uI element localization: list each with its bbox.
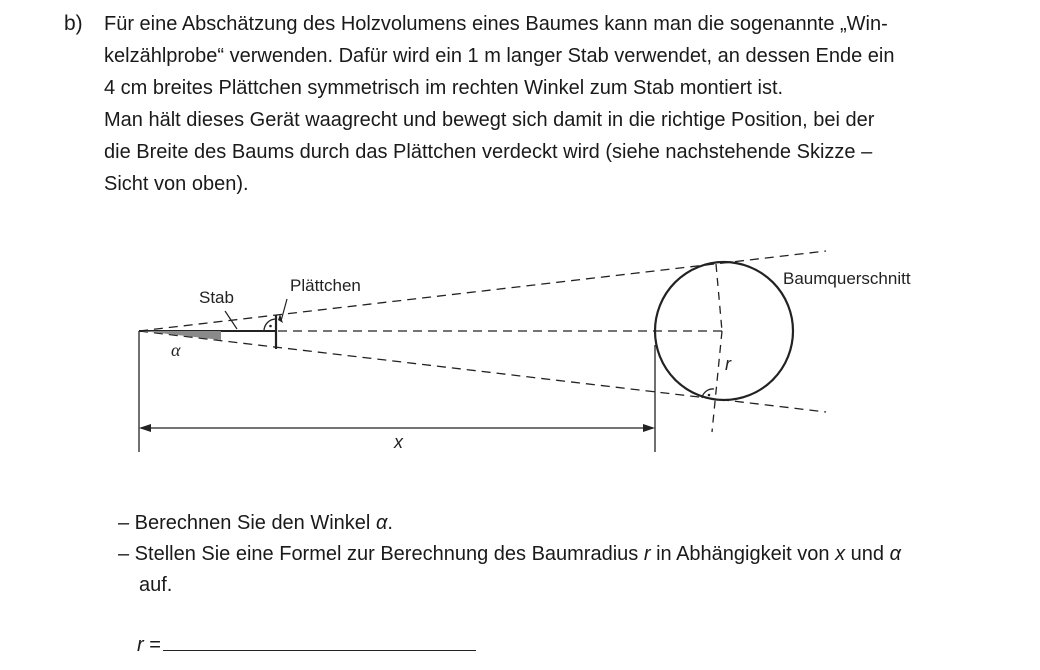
task-2-text: – Stellen Sie eine Formel zur Berechnung des Baumradius (118, 543, 644, 565)
task-list (118, 508, 901, 601)
answer-line (137, 634, 476, 657)
x-symbol: x (835, 543, 846, 565)
plaettchen-leader (281, 299, 287, 321)
task-2 (118, 539, 901, 570)
intro-line: 4 cm breites Plättchen symmetrisch im rechten Winkel zum Stab montiert ist. (104, 77, 784, 99)
answer-variable: r (137, 634, 144, 656)
alpha-wedge (142, 331, 221, 340)
setup-line: Man hält dieses Gerät waagrecht und bewegt sich damit in die richtige Position, bei der (104, 109, 875, 131)
r-symbol: r (643, 543, 651, 565)
x-label: x (394, 432, 403, 452)
setup-line: die Breite des Baums durch das Plättchen verdeckt wird (siehe nachstehende Skizze – (104, 141, 873, 163)
intro-line: kelzählprobe“ verwenden. Dafür wird ein 1 m langer Stab verwendet, an dessen Ende ein (104, 45, 895, 67)
intro-line: Für eine Abschätzung des Holzvolumens eines Baumes kann man die sogenannte „Win- (104, 13, 888, 35)
plaettchen-label: Plättchen (290, 276, 361, 295)
answer-blank[interactable] (163, 636, 476, 651)
upper-radius (716, 264, 722, 331)
stab-label: Stab (199, 288, 234, 307)
alpha-symbol: α (375, 512, 388, 534)
task-1 (118, 508, 901, 539)
alpha-label: α (171, 340, 181, 360)
task-1-end: . (387, 512, 393, 534)
x-arrow-left (139, 424, 151, 432)
task-2-continuation: auf. (139, 574, 173, 596)
setup-line: Sicht von oben). (104, 173, 249, 195)
answer-equals: = (143, 634, 161, 656)
radius-label: r (725, 354, 731, 374)
task-2-text-c: und (845, 543, 890, 565)
baumquerschnitt-label: Baumquerschnitt (783, 269, 911, 288)
tangent-right-angle-dot (708, 394, 711, 397)
part-label: b) (64, 12, 83, 35)
task-1-text: – Berechnen Sie den Winkel (118, 512, 376, 534)
alpha-symbol: α (889, 543, 901, 565)
x-arrow-right (643, 424, 655, 432)
task-2-text-b: in Abhängigkeit von (650, 543, 836, 565)
right-angle-dot (269, 325, 272, 328)
lower-radius (712, 331, 722, 432)
